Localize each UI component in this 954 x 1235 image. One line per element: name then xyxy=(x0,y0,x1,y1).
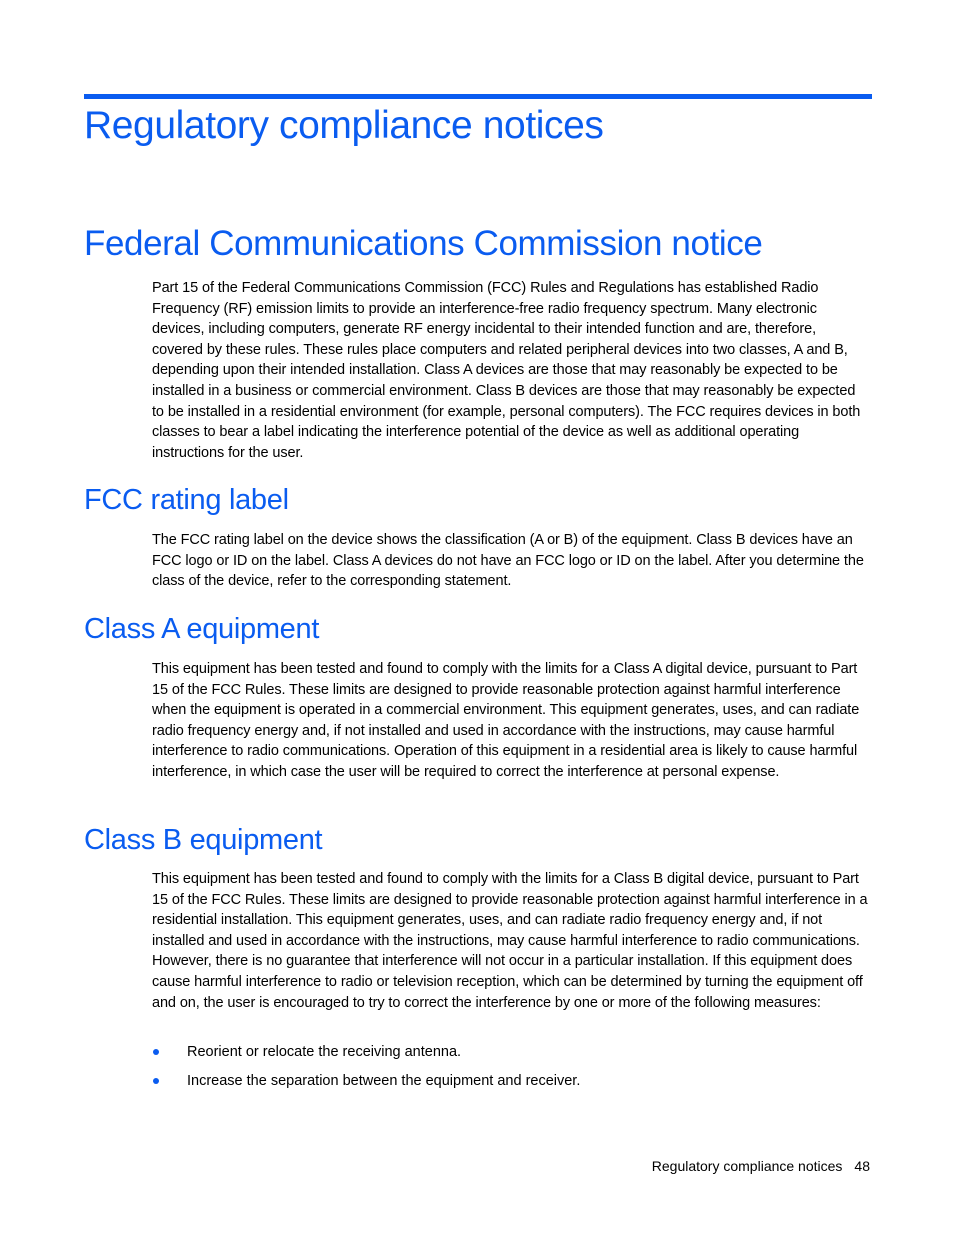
bullet-icon xyxy=(153,1078,159,1084)
list-item xyxy=(152,1042,870,1071)
bullet-icon xyxy=(153,1049,159,1055)
section-heading-class-b: Class B equipment xyxy=(84,824,323,856)
section-heading-fcc-notice: Federal Communications Commission notice xyxy=(84,224,763,263)
footer-section-title: Regulatory compliance notices xyxy=(651,1158,843,1174)
page-footer xyxy=(652,1158,870,1174)
section-heading-fcc-rating-label: FCC rating label xyxy=(84,484,289,516)
class-b-paragraph: This equipment has been tested and found to comply with the limits for a Class B digital device, pursuant to Part 15 of the FCC Rules. These limits are designed to provide reasonable protection against harmful interference in a residential installation. This equipment generates, uses, and can radiate radio frequency energy and, if not installed and used in accordance with the instructions, may cause harmful interference to radio communications. However, there is no guarantee that interference will not occur in a particular installation. If this equipment does cause harmful interference to radio or television reception, which can be determined by turning the equipment off and on, the user is encouraged to try to correct the interference by one or more of the following measures: xyxy=(152,871,868,1011)
chapter-title: Regulatory compliance notices xyxy=(84,104,604,147)
list-item-text: Increase the separation between the equipment and receiver. xyxy=(187,1073,581,1089)
fcc-rating-label-paragraph: The FCC rating label on the device shows the classification (A or B) of the equipment. Class B devices have an FCC logo or ID on the label. Class A devices do not have an FCC logo or ID on the label. After you determine the class of the device, refer to the corresponding statement. xyxy=(152,532,864,590)
list-item xyxy=(152,1071,870,1100)
page-number: 48 xyxy=(854,1158,870,1174)
fcc-notice-paragraph: Part 15 of the Federal Communications Commission (FCC) Rules and Regulations has established Radio Frequency (RF) emission limits to provide an interference-free radio frequency spectrum. Many electronic devices, including computers, generate RF energy incidental to their intended function and are, therefore, covered by these rules. These rules place computers and related peripheral devices into two classes, A and B, depending upon their intended installation. Class A devices are those that may reasonably be expected to be installed in a business or commercial environment. Class B devices are those that may reasonably be expected to be installed in a residential environment (for example, personal computers). The FCC requires devices in both classes to bear a label indicating the interference potential of the device as well as additional operating instructions for the user. xyxy=(152,280,861,461)
chapter-top-rule xyxy=(84,94,872,99)
section-heading-class-a: Class A equipment xyxy=(84,613,320,645)
class-b-measures-list xyxy=(152,1042,870,1100)
class-a-paragraph: This equipment has been tested and found to comply with the limits for a Class A digital device, pursuant to Part 15 of the FCC Rules. These limits are designed to provide reasonable protection against harmful interference when the equipment is operated in a commercial environment. This equipment generates, uses, and can radiate radio frequency energy and, if not installed and used in accordance with the instructions, may cause harmful interference to radio communications. Operation of this equipment in a residential area is likely to cause harmful interference, in which case the user will be required to correct the interference at personal expense. xyxy=(152,661,860,780)
list-item-text: Reorient or relocate the receiving antenna. xyxy=(187,1044,462,1060)
